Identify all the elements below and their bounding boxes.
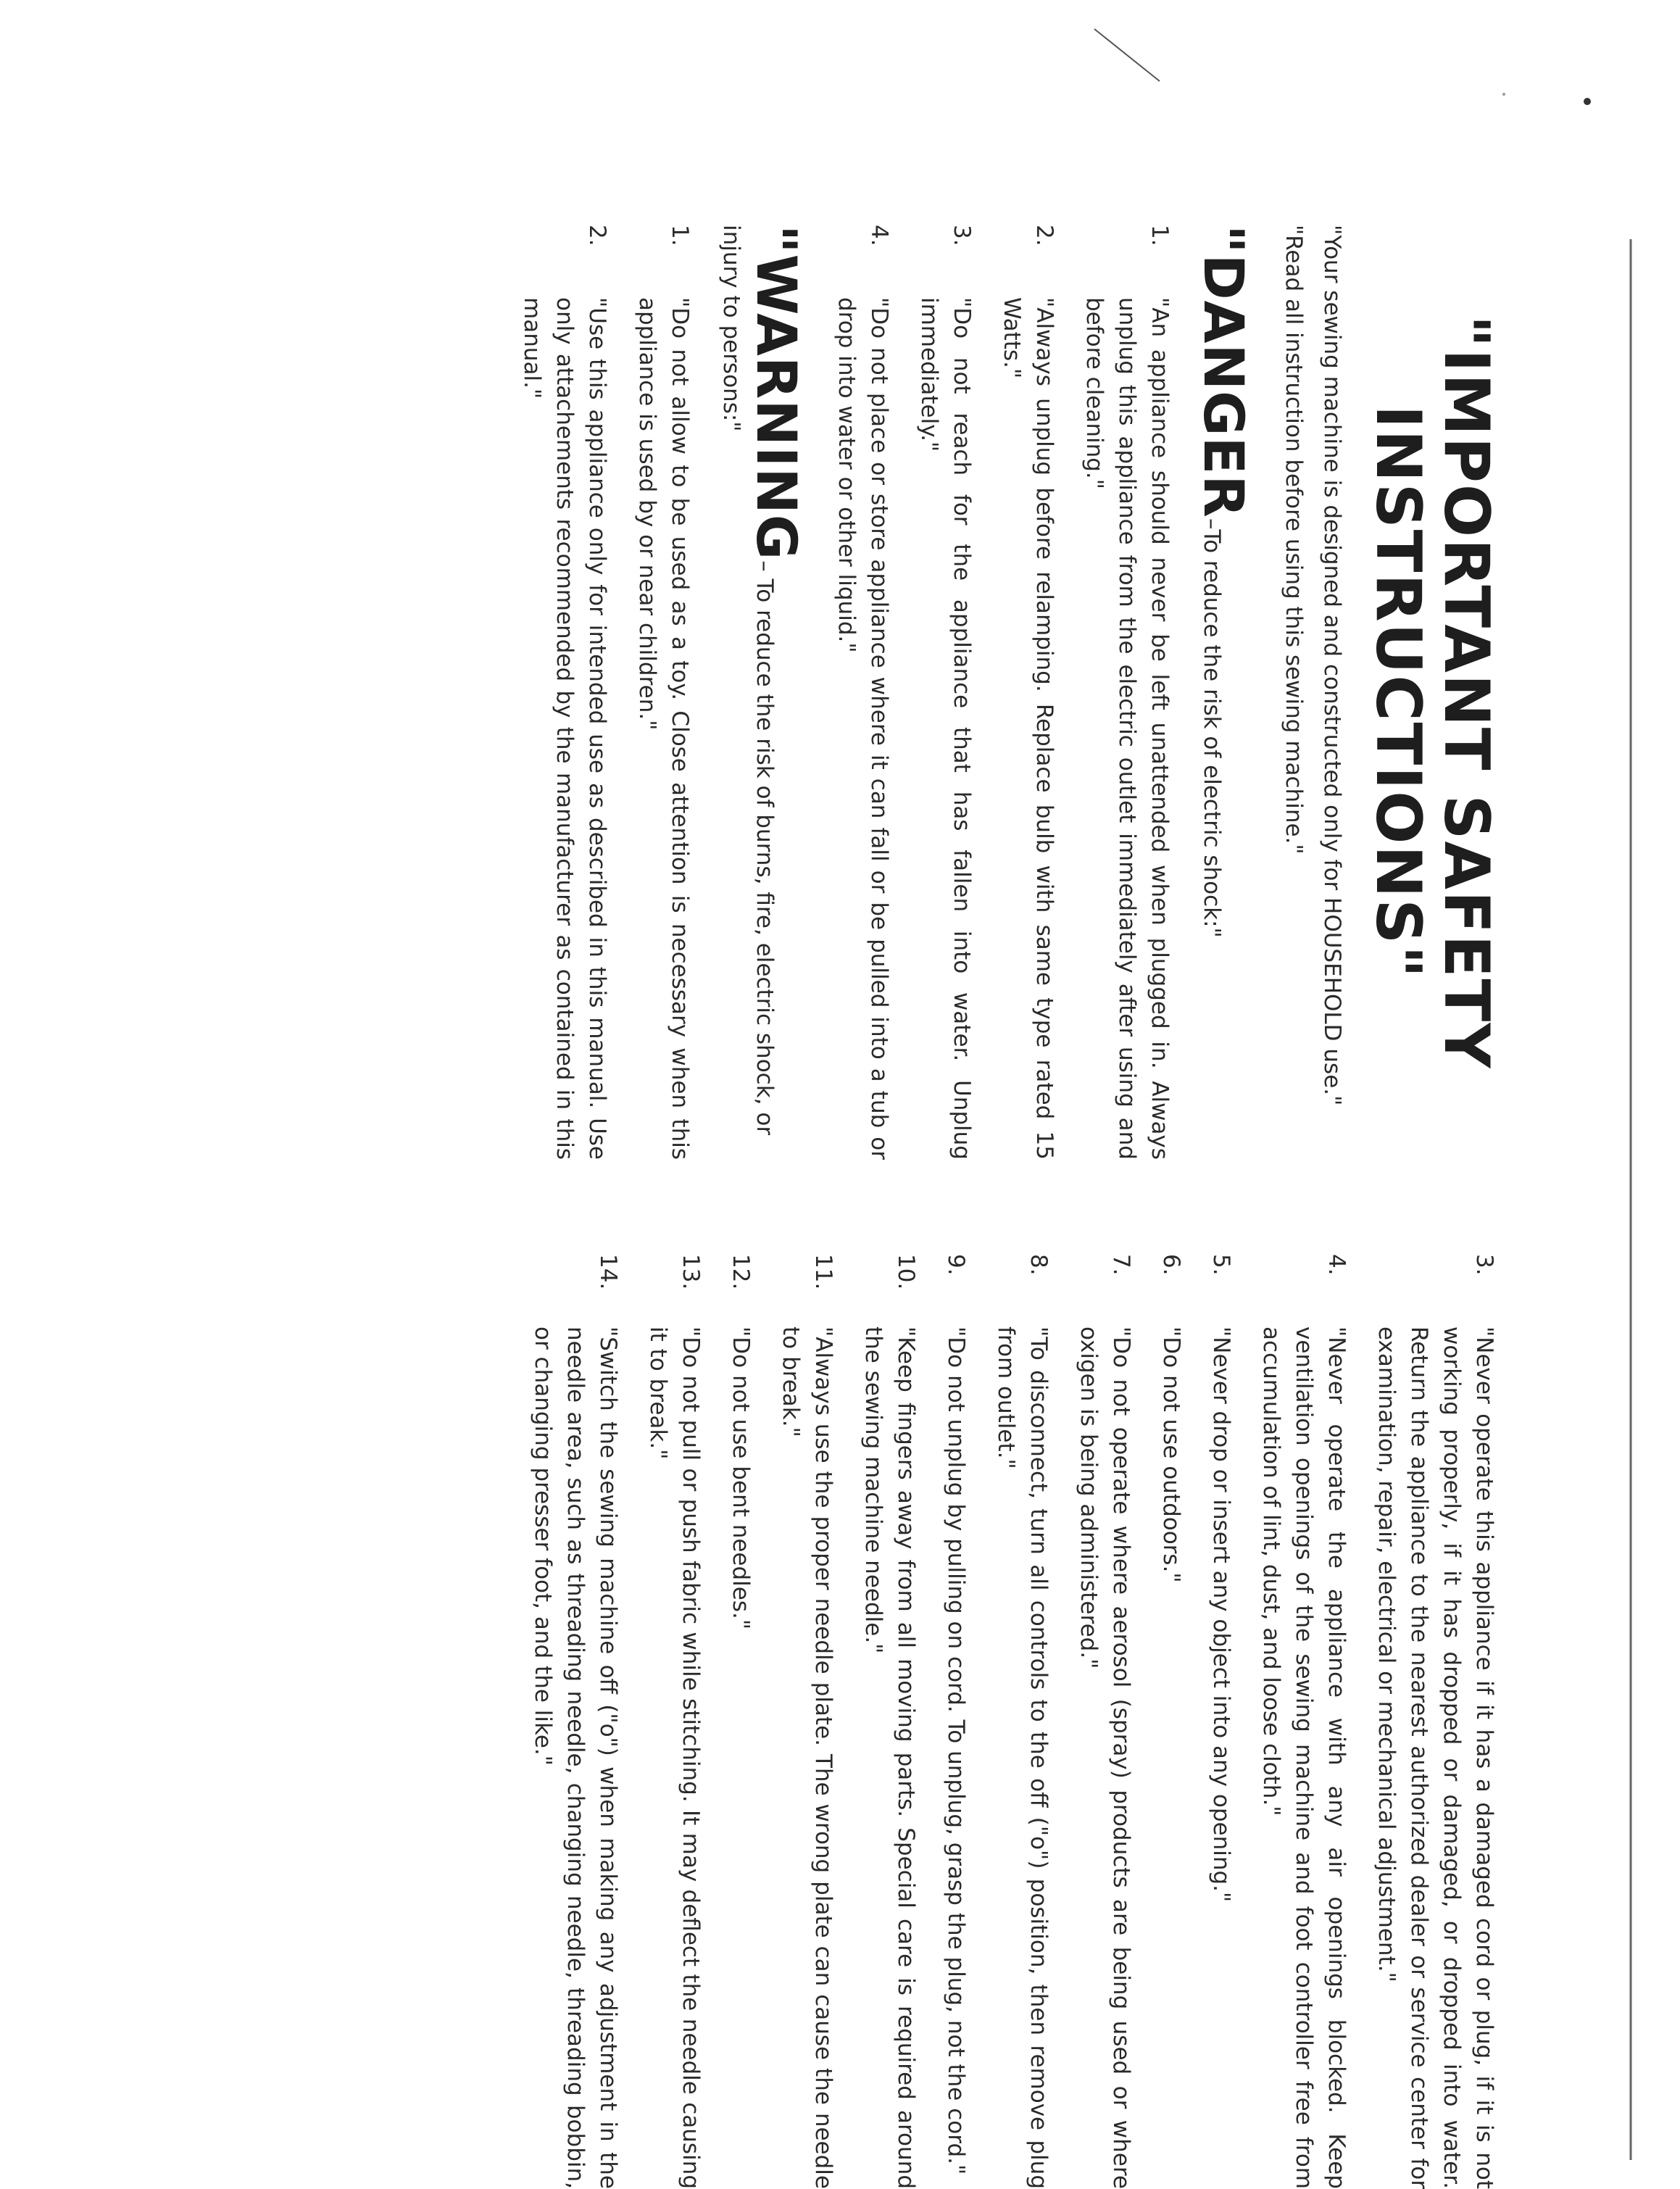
item-text: "Do not use outdoors." bbox=[1158, 1326, 1184, 1583]
list-item bbox=[989, 1254, 1055, 2189]
warning-heading: "WARNING bbox=[744, 225, 809, 561]
list-item bbox=[857, 1254, 922, 2189]
list-item bbox=[1155, 1254, 1187, 2189]
rotated-page bbox=[152, 225, 1502, 2189]
list-item bbox=[939, 1254, 972, 2189]
item-text: "Always use the proper needle plate. The wrong plate can cause the needle to break." bbox=[778, 1326, 836, 2189]
list-item bbox=[724, 1254, 757, 2189]
item-number: 3. bbox=[1471, 1254, 1497, 1276]
list-item bbox=[1078, 225, 1176, 1160]
danger-list bbox=[830, 225, 1176, 1160]
item-number: 11. bbox=[810, 1254, 836, 1290]
warning-list bbox=[515, 225, 696, 1160]
item-number: 14. bbox=[595, 1254, 621, 1290]
warning-header bbox=[715, 225, 809, 1160]
item-text: "Keep fingers away from all moving parts. Special care is required around the sewing machine needle." bbox=[860, 1326, 919, 2189]
list-item bbox=[995, 225, 1060, 1160]
item-text: "Do not unplug by pulling on cord. To unplug, grasp the plug, not the cord." bbox=[943, 1326, 969, 2175]
scan-pen-stroke bbox=[1094, 29, 1160, 81]
item-number: 12. bbox=[728, 1254, 754, 1290]
intro-household: "Your sewing machine is designed and constructed only for HOUSEHOLD use." bbox=[1319, 225, 1345, 1106]
danger-heading: "DANGER bbox=[1192, 225, 1256, 518]
item-number: 8. bbox=[1026, 1254, 1052, 1276]
item-text: "Switch the sewing machine off ("o") when making any adjustment in the needle area, such as threading needle, changing needle, threading bobbin, or changing presser foot, and the like." bbox=[530, 1326, 621, 2189]
item-number: 4. bbox=[866, 225, 892, 246]
item-number: 13. bbox=[678, 1254, 704, 1290]
right-column bbox=[474, 1254, 1500, 2189]
list-item bbox=[526, 1254, 624, 2189]
item-number: 10. bbox=[893, 1254, 919, 1290]
item-number: 2. bbox=[1031, 225, 1057, 246]
item-text: "Use this appliance only for intended use as described in this manual. Use only attachements recommended by the manufacturer as contained in this manual." bbox=[519, 297, 610, 1160]
item-text: "To disconnect, turn all controls to the off ("o") position, then remove plug from outlet." bbox=[993, 1326, 1052, 2189]
list-item bbox=[631, 225, 696, 1160]
item-number: 1. bbox=[1147, 225, 1173, 246]
scan-dot bbox=[1584, 98, 1591, 105]
item-text: "Do not operate where aerosol (spray) products are being used or where oxigen is being administered." bbox=[1076, 1326, 1134, 2189]
list-item bbox=[515, 225, 613, 1160]
list-item bbox=[912, 225, 978, 1160]
list-item bbox=[774, 1254, 839, 2189]
item-text: "Do not use bent needles." bbox=[728, 1326, 754, 1630]
item-text: "Never operate this appliance if it has a damaged cord or plug, if it is not working properly, if it has dropped or damaged, or dropped into water. Return the appliance to the nearest authorized dealer or service center for examination, repair, electrical or mechanical adjustment." bbox=[1373, 1326, 1497, 2189]
item-text: "Always unplug before relamping. Replace bulb with same type rated 15 Watts." bbox=[999, 297, 1057, 1160]
danger-subtitle: –To reduce the risk of electric shock:" bbox=[1199, 518, 1225, 938]
item-number: 4. bbox=[1323, 1254, 1350, 1276]
item-number: 2. bbox=[584, 225, 610, 246]
danger-header bbox=[1192, 225, 1256, 1160]
item-number: 7. bbox=[1108, 1254, 1134, 1276]
item-text: "Do not allow to be used as a toy. Close attention is necessary when this appliance is used by or near children." bbox=[634, 297, 693, 1160]
list-item bbox=[1072, 1254, 1137, 2189]
item-text: "Never drop or insert any object into any opening." bbox=[1208, 1326, 1234, 1903]
list-item bbox=[1255, 1254, 1352, 2189]
warning-subtitle: – To reduce the risk of burns, fire, electric shock, or injury to persons:" bbox=[718, 225, 778, 1136]
item-text: "Never operate the appliance with any air openings blocked. Keep ventilation openings of the sewing machine and foot controller free from accumulation of lint, dust, and loose cloth." bbox=[1258, 1326, 1350, 2189]
item-number: 3. bbox=[949, 225, 975, 246]
item-number: 9. bbox=[943, 1254, 969, 1276]
item-text: "Do not place or store appliance where it can fall or be pulled into a tub or drop into water or other liquid." bbox=[833, 297, 892, 1160]
item-number: 6. bbox=[1158, 1254, 1184, 1276]
item-number: 1. bbox=[667, 225, 693, 246]
list-item bbox=[641, 1254, 707, 2189]
item-text: "An appliance should never be left unattended when plugged in. Always unplug this appliance from the electric outlet immediately after using and before cleaning." bbox=[1081, 297, 1173, 1160]
intro-read-instructions: "Read all instruction before using this sewing machine." bbox=[1281, 225, 1307, 855]
item-text: "Do not reach for the appliance that has fallen into water. Unplug immediately." bbox=[916, 297, 975, 1160]
list-item bbox=[830, 225, 895, 1160]
left-column bbox=[498, 225, 1500, 1160]
page-title: "IMPORTANT SAFETY INSTRUCTIONS" bbox=[1362, 315, 1502, 1070]
item-number: 5. bbox=[1208, 1254, 1234, 1276]
scan-speck bbox=[1502, 93, 1505, 96]
list-item bbox=[1370, 1254, 1500, 2189]
list-item bbox=[1205, 1254, 1237, 2189]
item-text: "Do not pull or push fabric while stitching. It may deflect the needle causing it to break." bbox=[645, 1326, 704, 2189]
safety-list-continued bbox=[491, 1254, 1500, 2189]
